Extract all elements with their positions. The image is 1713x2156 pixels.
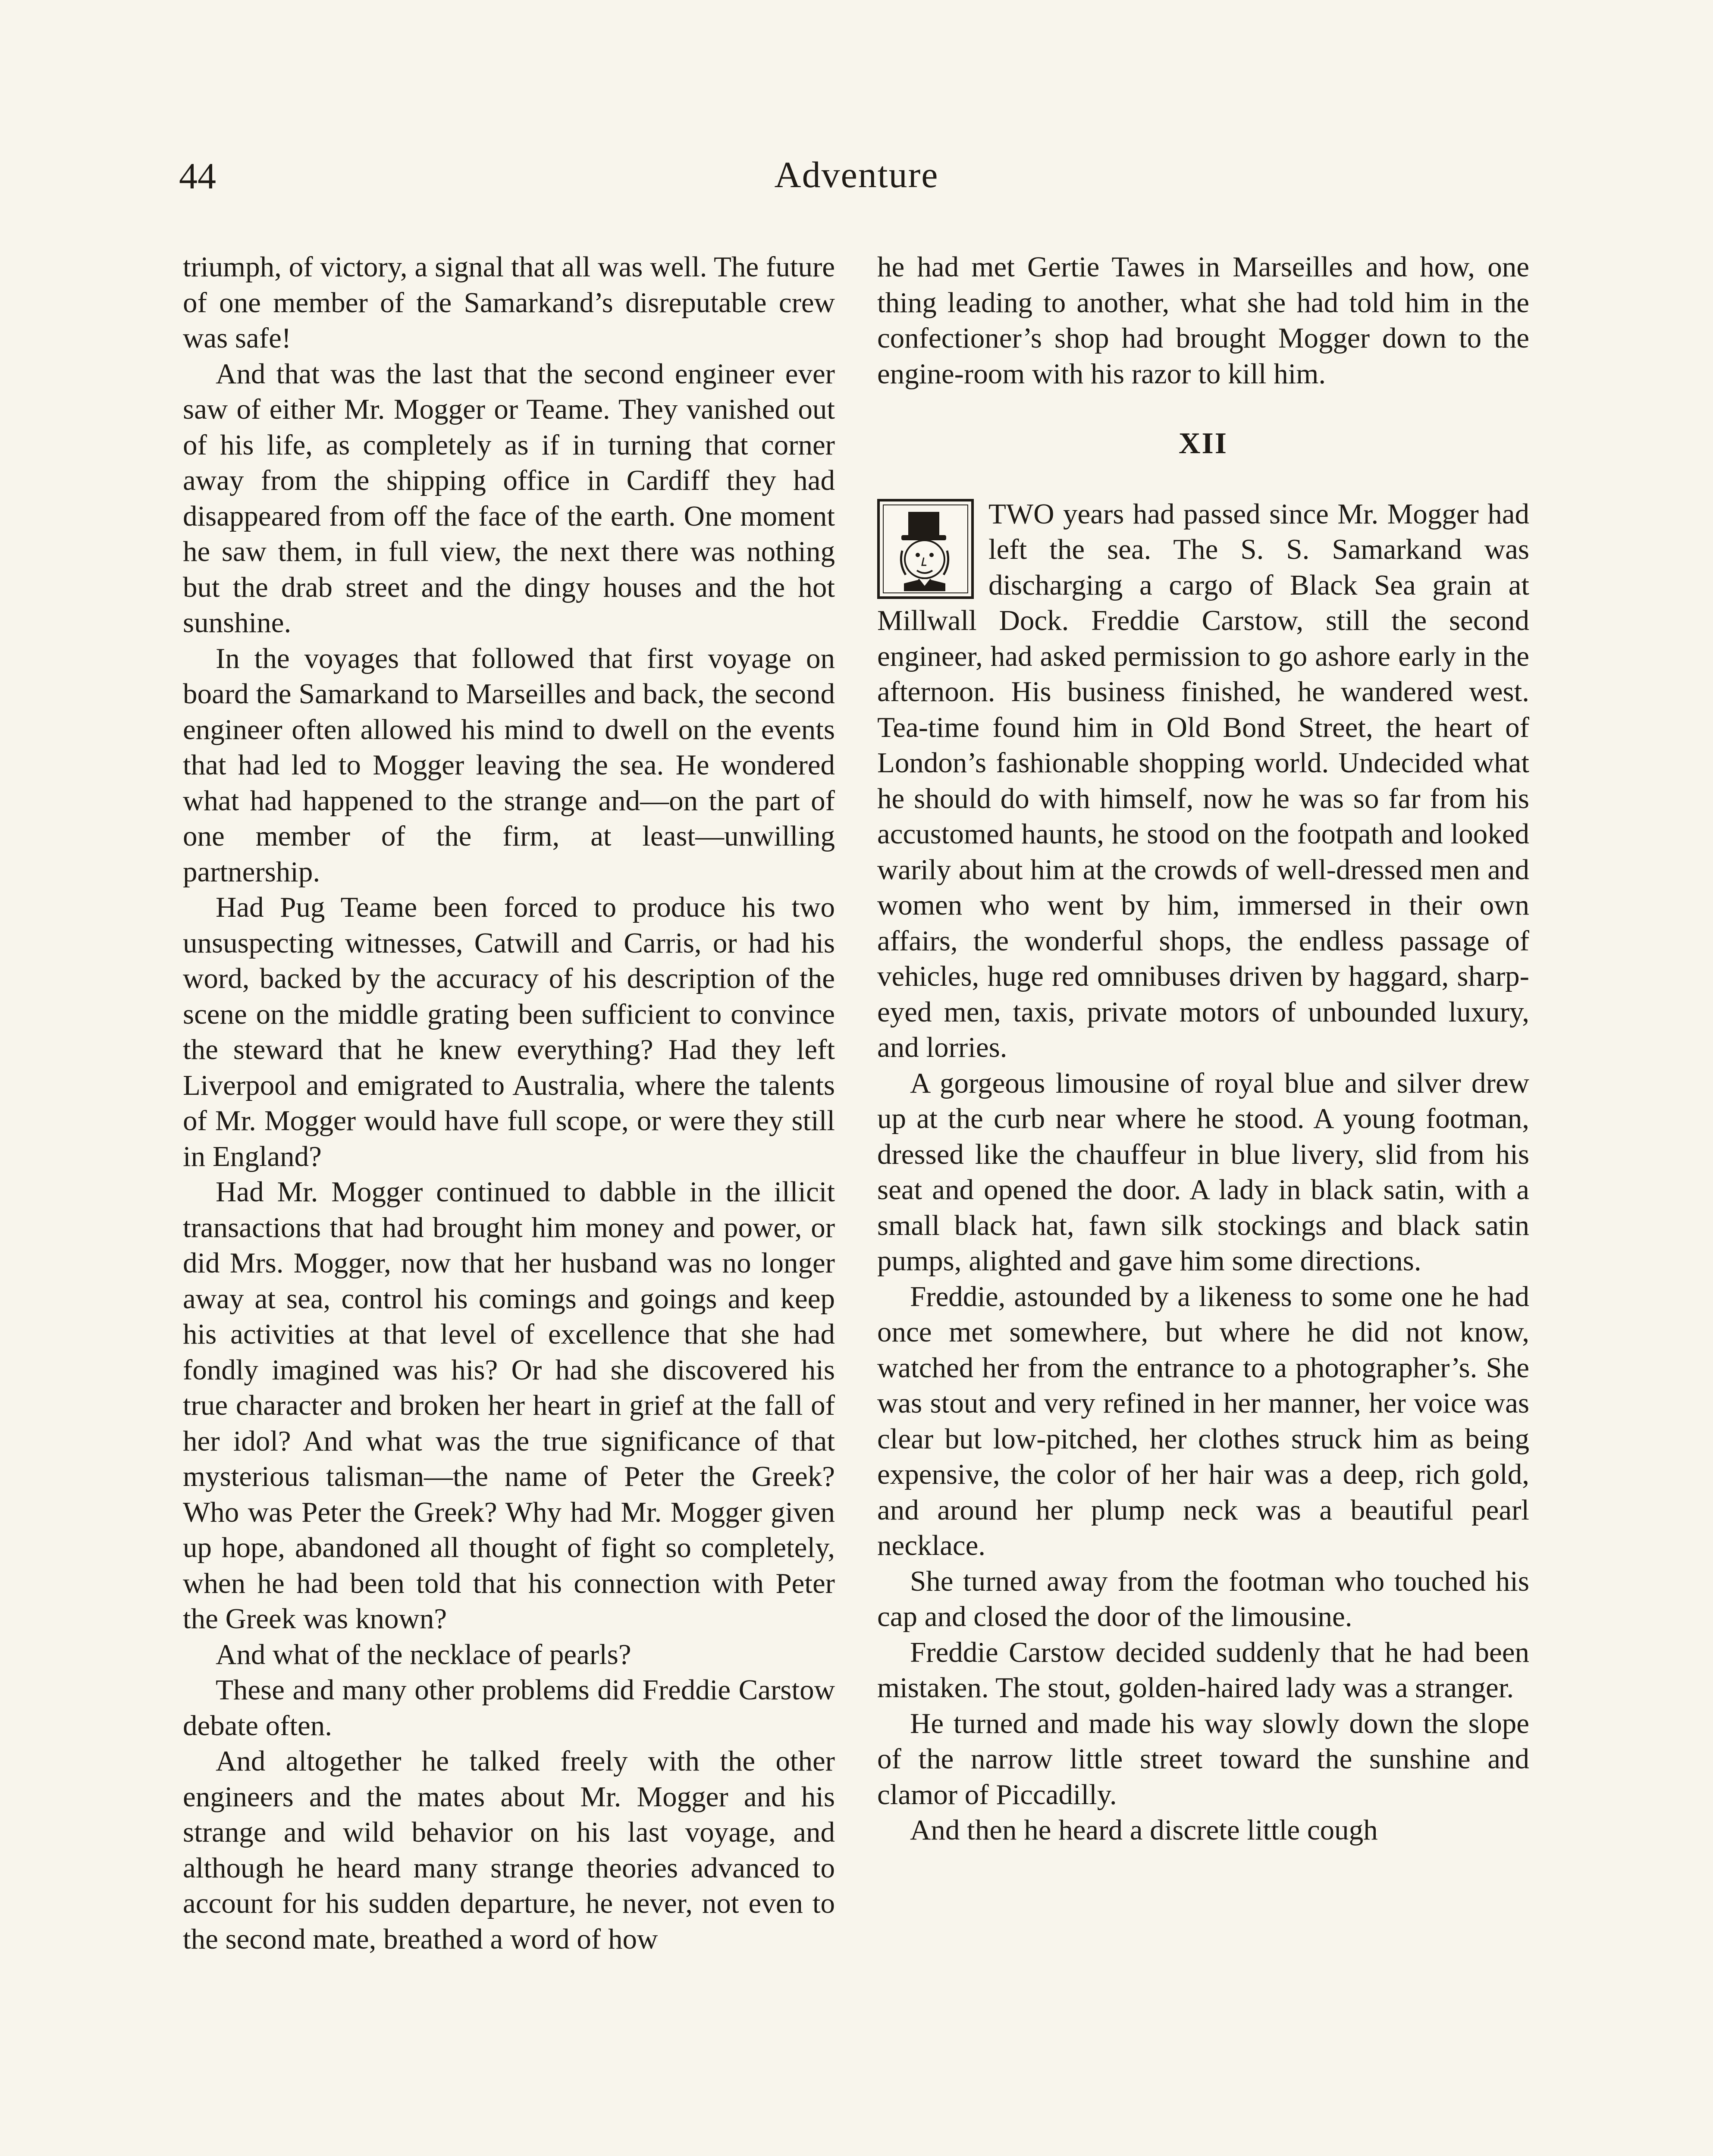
paragraph: triumph, of victory, a signal that all was well. The future of one member of the Samarkand’s disreputable crew was safe! xyxy=(183,251,835,354)
paragraph: A gorgeous limousine of royal blue and silver drew up at the curb near where he stood. A young footman, dressed like the chauffeur in blue livery, slid from his seat and opened the door. A lady in black satin, with a small black hat, fawn silk stockings and black satin pumps, alighted and gave him some directions. xyxy=(877,1067,1529,1277)
paragraph: And then he heard a discrete little cough xyxy=(910,1814,1378,1846)
paragraph: In the voyages that followed that first voyage on board the Samarkand to Marseilles and back, the second engineer often allowed his mind to dwell on the events that had led to Mogger leaving the sea. He wondered what had happened to the strange and—on the part of one member of the firm, at least—unwilling partnership. xyxy=(183,642,835,888)
paragraph: He turned and made his way slowly down the slope of the narrow little street toward the sunshine and clamor of Piccadilly. xyxy=(877,1707,1529,1811)
paragraph: And what of the necklace of pearls? xyxy=(216,1638,631,1670)
section-heading: XII xyxy=(1178,427,1228,460)
left-column xyxy=(183,249,835,1957)
paragraph: Freddie, astounded by a likeness to some one he had once met somewhere, but where he did not know, watched her from the entrance to a photographer’s. She was stout and very refined in her manner, her voice was clear but low-pitched, her clothes struck him as being expensive, the color of her hair was a deep, rich gold, and around her plump neck was a beautiful pearl necklace. xyxy=(877,1280,1529,1561)
paragraph: Freddie Carstow decided suddenly that he had been mistaken. The stout, golden-haired lady was a stranger. xyxy=(877,1636,1529,1704)
paragraph: And that was the last that the second engineer ever saw of either Mr. Mogger or Teame. They vanished out of his life, as completely as if in turning that corner away from the shipping office in Cardiff they had disappeared from off the face of the earth. One moment he saw them, in full view, the next there was nothing but the drab street and the dingy houses and the hot sunshine. xyxy=(183,357,835,639)
paragraph: he had met Gertie Tawes in Marseilles and how, one thing leading to another, what she had told him in the confectioner’s shop had brought Mogger down to the engine-room with his razor to kill him. xyxy=(877,251,1529,390)
paragraph: She turned away from the footman who touched his cap and closed the door of the limousine. xyxy=(877,1565,1529,1633)
running-head: Adventure xyxy=(774,154,939,195)
paragraph: And altogether he talked freely with the other engineers and the mates about Mr. Mogger and his strange and wild behavior on his last voyage, and although he heard many strange theories advanced to account for his sudden departure, he never, not even to the second mate, breathed a word of how xyxy=(183,1745,835,1955)
right-column xyxy=(877,249,1529,1848)
paragraph: Had Pug Teame been forced to produce his two unsuspecting witnesses, Catwill and Carris, or had his word, backed by the accuracy of his description of the scene on the middle grating been sufficient to convince the steward that he knew everything? Had they left Liverpool and emigrated to Australia, where the talents of Mr. Mogger would have full scope, or were they still in England? xyxy=(183,891,835,1172)
drop-cap-illustration xyxy=(877,499,974,599)
paragraph: Had Mr. Mogger continued to dabble in the illicit transactions that had brought him money and power, or did Mrs. Mogger, now that her husband was no longer away at sea, control his comings and goings and keep his activities at that level of excellence that she had fondly imagined was his? Or had she discovered his true character and broken her heart in grief at the fall of her idol? And what was the true significance of that mysterious talisman—the name of Peter the Greek? Who was Peter the Greek? Why had Mr. Mogger given up hope, abandoned all thought of fight so completely, when he had been told that his connection with Peter the Greek was known? xyxy=(183,1176,835,1635)
page-number: 44 xyxy=(179,155,216,197)
paragraph: These and many other problems did Freddie Carstow debate often. xyxy=(183,1674,835,1742)
section-opening-paragraph: TWO years had passed since Mr. Mogger had left the sea. The S. S. Samarkand was discharging a cargo of Black Sea grain at Millwall Dock. Freddie Carstow, still the second engineer, had asked permission to go ashore early in the afternoon. His business finished, he wandered west. Tea-time found him in Old Bond Street, the heart of London’s fashionable shopping world. Undecided what he should do with himself, now he was so far from his accustomed haunts, he stood on the footpath and looked warily about him at the crowds of well-dressed men and women who went by him, immersed in their own affairs, the wonderful shops, the endless passage of vehicles, huge red omnibuses driven by haggard, sharp-eyed men, taxis, private motors of unbounded luxury, and lorries. xyxy=(877,498,1529,1063)
